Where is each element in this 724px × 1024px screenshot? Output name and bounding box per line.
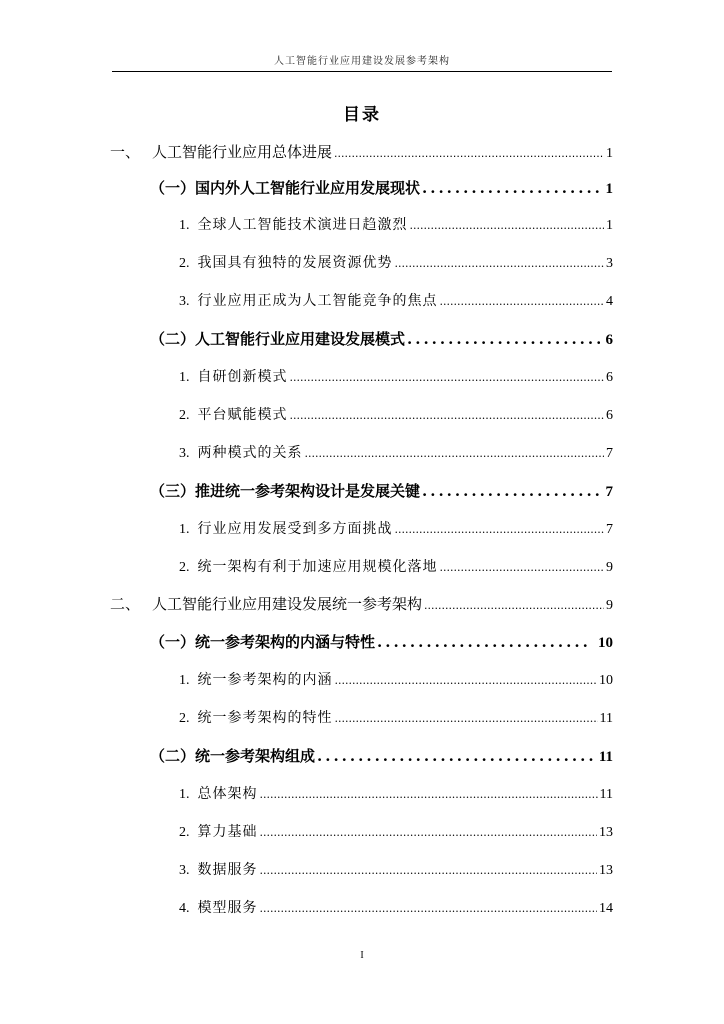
toc-leader	[260, 821, 598, 844]
toc-entry-text: 总体架构	[197, 786, 258, 802]
toc-entry[interactable]	[150, 328, 613, 350]
toc-entry[interactable]	[150, 745, 613, 767]
toc-entry-text: 行业应用发展受到多方面挑战	[197, 521, 393, 537]
toc-entry-page: 6	[606, 370, 613, 385]
toc-entry-text: 统一架构有利于加速应用规模化落地	[197, 559, 438, 575]
toc-entry-page: 13	[599, 825, 613, 840]
toc-entry-page: 11	[599, 787, 613, 802]
page-number: I	[360, 950, 364, 961]
toc-entry[interactable]	[179, 252, 613, 274]
toc-entry-page: 13	[599, 863, 613, 878]
toc-entry-page: 14	[599, 901, 613, 916]
toc-entry-text: 数据服务	[197, 862, 258, 878]
toc-entry-number: 二、	[110, 595, 141, 613]
toc-entry-number: 3.	[179, 863, 190, 878]
toc-entry-page: 1	[606, 218, 613, 233]
toc-leader	[260, 859, 598, 882]
toc-entry-number: 4.	[179, 901, 190, 916]
toc-entry[interactable]	[179, 366, 613, 388]
toc-entry-text: 全球人工智能技术演进日趋激烈	[197, 217, 408, 233]
toc-entry-text: （二）统一参考架构组成	[150, 747, 316, 765]
running-header: 人工智能行业应用建设发展参考架构	[274, 56, 450, 67]
toc-entry-number: 3.	[179, 294, 190, 309]
toc-entry-text: 我国具有独特的发展资源优势	[197, 255, 393, 271]
toc-entry-page: 1	[606, 146, 613, 161]
toc-entry-page: 7	[606, 522, 613, 537]
toc-entry[interactable]	[179, 290, 613, 312]
toc-leader	[395, 518, 605, 541]
toc-entry-page: 6	[605, 332, 613, 348]
toc-entry-number: 2.	[179, 408, 190, 423]
toc-entry[interactable]	[179, 442, 613, 464]
toc-leader	[260, 897, 598, 920]
toc-entry-text: 统一参考架构的内涵	[197, 672, 333, 688]
toc-entry-text: 模型服务	[197, 900, 258, 916]
toc-entry-page: 11	[598, 749, 613, 765]
toc-entry-number: 1.	[179, 218, 190, 233]
toc-leader	[422, 177, 599, 199]
toc-entry-page: 6	[606, 408, 613, 423]
toc-leader	[290, 366, 605, 389]
toc-entry-text: 自研创新模式	[197, 369, 288, 385]
toc-entry-number: 1.	[179, 673, 190, 688]
toc-leader	[335, 707, 598, 730]
toc-entry-page: 7	[606, 446, 613, 461]
toc-entry-page: 10	[599, 673, 613, 688]
toc-leader	[305, 442, 605, 465]
toc-entry-page: 3	[606, 256, 613, 271]
toc-leader	[440, 556, 605, 579]
toc-leader	[290, 404, 605, 427]
toc-entry-number: 2.	[179, 825, 190, 840]
toc-entry[interactable]	[110, 141, 613, 163]
toc-entry-number: 2.	[179, 256, 190, 271]
toc-entry-number: 2.	[179, 560, 190, 575]
toc-entry[interactable]	[179, 897, 613, 919]
toc-entry[interactable]	[179, 404, 613, 426]
toc-entry[interactable]	[179, 556, 613, 578]
toc-entry[interactable]	[179, 214, 613, 236]
toc-leader	[440, 290, 605, 313]
toc-title: 目录	[343, 105, 381, 125]
toc-entry-page: 9	[606, 598, 613, 613]
toc-entry[interactable]	[179, 783, 613, 805]
toc-entry-text: 算力基础	[197, 824, 258, 840]
toc-entry-number: 1.	[179, 522, 190, 537]
toc-entry[interactable]	[150, 480, 613, 502]
toc-entry-page: 9	[606, 560, 613, 575]
toc-entry[interactable]	[150, 177, 613, 199]
toc-entry-page: 7	[605, 484, 613, 500]
toc-leader	[424, 593, 604, 617]
toc-entry-text: 平台赋能模式	[197, 407, 288, 423]
toc-entry[interactable]	[150, 631, 613, 653]
toc-leader	[260, 783, 598, 806]
toc-leader	[335, 669, 598, 692]
toc-entry-number: 1.	[179, 370, 190, 385]
toc-leader	[410, 214, 605, 237]
toc-entry[interactable]	[179, 669, 613, 691]
toc-entry-text: 统一参考架构的特性	[197, 710, 333, 726]
toc-entry-page: 4	[606, 294, 613, 309]
toc-leader	[317, 745, 593, 767]
toc-leader	[334, 141, 604, 165]
toc-entry-text: 人工智能行业应用建设发展统一参考架构	[152, 595, 423, 613]
toc-entry-number: 一、	[110, 143, 141, 161]
toc-entry-text: 人工智能行业应用总体进展	[152, 143, 333, 161]
toc-leader	[377, 631, 592, 653]
toc-entry[interactable]	[179, 859, 613, 881]
toc-entry-number: 2.	[179, 711, 190, 726]
toc-entry-page: 11	[599, 711, 613, 726]
toc-entry-number: 1.	[179, 787, 190, 802]
toc-leader	[395, 252, 605, 275]
toc-entry-text: （一）统一参考架构的内涵与特性	[150, 633, 376, 651]
toc-entry-text: 行业应用正成为人工智能竞争的焦点	[197, 293, 438, 309]
toc-entry-number: 3.	[179, 446, 190, 461]
toc-entry[interactable]	[179, 707, 613, 729]
toc-entry-page: 10	[598, 635, 613, 651]
toc-leader	[422, 480, 599, 502]
toc-entry-text: （二）人工智能行业应用建设发展模式	[150, 330, 406, 348]
toc-entry-text: 两种模式的关系	[197, 445, 303, 461]
toc-entry[interactable]	[179, 821, 613, 843]
toc-entry-text: （一）国内外人工智能行业应用发展现状	[150, 179, 421, 197]
toc-entry[interactable]	[110, 593, 613, 615]
toc-entry-text: （三）推进统一参考架构设计是发展关键	[150, 482, 421, 500]
toc-leader	[407, 328, 599, 350]
toc-entry[interactable]	[179, 518, 613, 540]
toc-entry-page: 1	[605, 181, 613, 197]
